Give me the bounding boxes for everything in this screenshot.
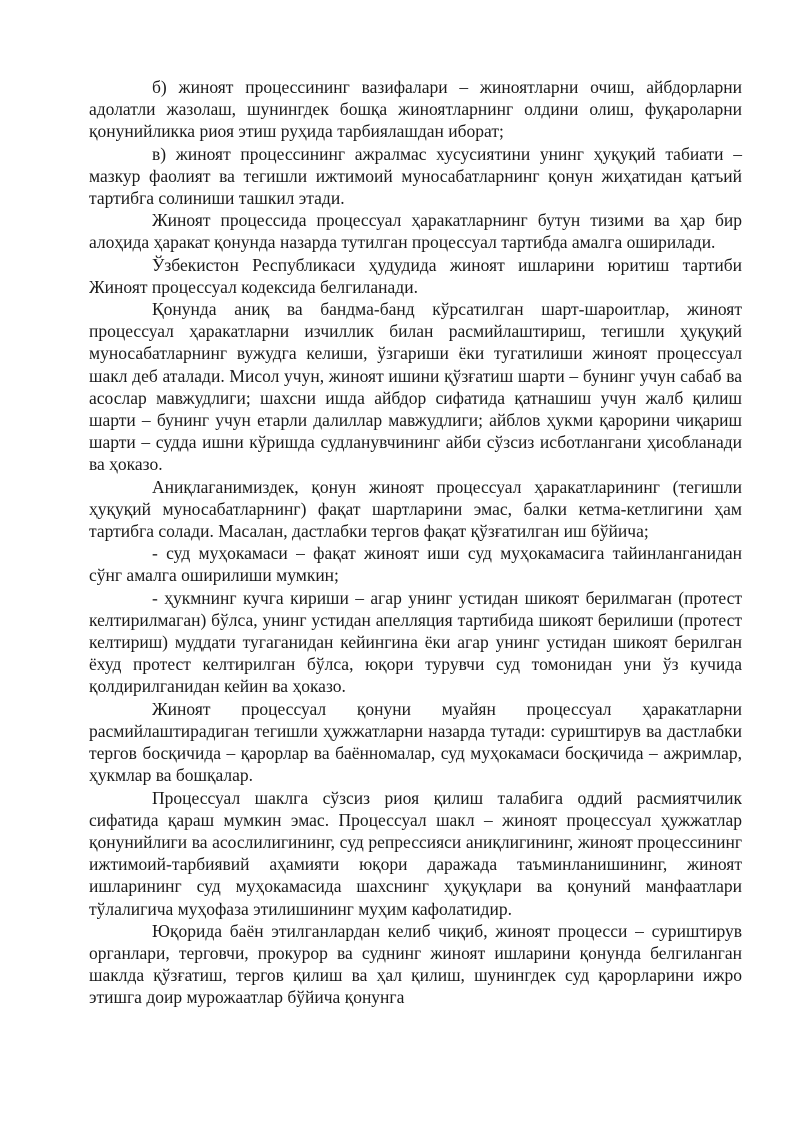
paragraph-legal-nature: в) жиноят процессининг ажралмас хусусиятини унинг ҳуқуқий табиати – мазкур фаолият ва тегишли ижтимоий муносабатларнинг қонун жиҳатидан қатъий тартибга солиниши ташкил этади. [89,143,742,209]
paragraph-sequence: Аниқлаганимиздек, қонун жиноят процессуал ҳаракатларининг (тегишли ҳуқуқий муносабатларнинг) фақат шартларини эмас, балки кетма-кетлигини ҳам тартибга солади. Масалан, дастлабки тергов фақат қўзғатилган иш бўйича; [89,476,742,542]
paragraph-procedural-system: Жиноят процессида процессуал ҳаракатларнинг бутун тизими ва ҳар бир алоҳида ҳаракат қонунда назарда тутилган процессуал тартибда амалга оширилади. [89,210,742,253]
paragraph-verdict-item: - ҳукмнинг кучга кириши – агар унинг устидан шикоят берилмаган (протест келтирилмаган) бўлса, унинг устидан апелляция тартибида шикоят берилиши (протест келтириш) муддати тугаганидан кейингина ёки агар унинг устидан шикоят берилган ёхуд протест келтирилган бўлса, юқори турувчи суд томонидан уни ўз кучида қолдирилганидан кейин ва ҳоказо. [89,587,742,697]
paragraph-conclusion: Юқорида баён этилганлардан келиб чиқиб, жиноят процесси – суриштирув органлари, терговчи, прокурор ва суднинг жиноят ишларини қонунда белгиланган шаклда қўзғатиш, тергов қилиш ва ҳал қилиш, шунингдек суд қарорларини ижро этишга доир мурожаатлар бўйича қонунга [89,920,742,1008]
document-page [89,76,742,1009]
paragraph-documents: Жиноят процессуал қонуни муайян процессуал ҳаракатларни расмийлаштирадиган тегишли ҳужжатларни назарда тутади: суриштирув ва дастлабки тергов босқичида – қарорлар ва баённомалар, суд муҳокамаси босқичида – ажримлар, ҳукмлар ва бошқалар. [89,698,742,786]
paragraph-republic-procedure: Ўзбекистон Республикаси ҳудудида жиноят ишларини юритиш тартиби Жиноят процессуал кодексида белгиланади. [89,254,742,297]
paragraph-procedural-form: Қонунда аниқ ва бандма-банд кўрсатилган шарт-шароитлар, жиноят процессуал ҳаракатларни изчиллик билан расмийлаштириш, тегишли ҳуқуқий муносабатларнинг вужудга келиши, ўзгариши ёки тугатилиши жиноят процессуал шакл деб аталади. Мисол учун, жиноят ишини қўзғатиш шарти – бунинг учун сабаб ва асослар мавжудлиги; шахсни ишда айбдор сифатида қатнашиш учун жалб қилиш шарти – бунинг учун етарли далиллар мавжудлиги; айблов ҳукми қарорини чиқариш шарти – судда ишни кўришда судланувчининг айби сўзсиз исботлангани ҳисобланади ва ҳоказо. [89,299,742,475]
paragraph-form-compliance: Процессуал шаклга сўзсиз риоя қилиш талабига оддий расмиятчилик сифатида қараш мумкин эмас. Процессуал шакл – жиноят процессуал ҳужжатлар қонунийлиги ва асослилигининг, суд репрессияси аниқлигининг, жиноят процессининг ижтимоий-тарбиявий аҳамияти юқори даражада таъминланишининг, жиноят ишларининг суд муҳокамасида шахснинг ҳуқуқлари ва қонуний манфаатлари тўлалигича муҳофаза этилишининг муҳим кафолатидир. [89,787,742,919]
paragraph-tasks: б) жиноят процессининг вазифалари – жиноятларни очиш, айбдорларни адолатли жазолаш, шунингдек бошқа жиноятларнинг олдини олиш, фуқароларни қонунийликка риоя этиш руҳида тарбиялашдан иборат; [89,77,742,142]
paragraph-trial-item: - суд муҳокамаси – фақат жиноят иши суд муҳокамасига тайинланганидан сўнг амалга оширилиши мумкин; [89,543,742,586]
